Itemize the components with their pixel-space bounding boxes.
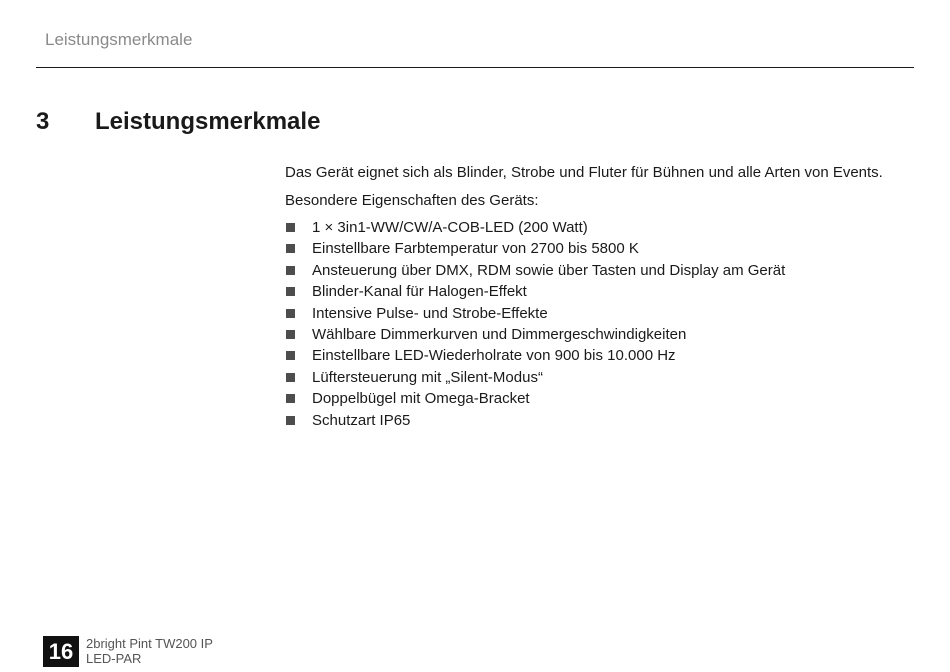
feature-text: Einstellbare Farbtemperatur von 2700 bis 5800 K [312, 240, 639, 258]
square-bullet-icon [286, 266, 295, 275]
list-item [285, 324, 905, 345]
list-item [285, 281, 905, 302]
feature-text: Einstellbare LED-Wiederholrate von 900 bis 10.000 Hz [312, 347, 676, 365]
list-item [285, 388, 905, 409]
list-item [285, 303, 905, 324]
features-lead: Besondere Eigenschaften des Geräts: [285, 192, 539, 209]
square-bullet-icon [286, 394, 295, 403]
square-bullet-icon [286, 373, 295, 382]
square-bullet-icon [286, 287, 295, 296]
intro-paragraph: Das Gerät eignet sich als Blinder, Strobe und Fluter für Bühnen und alle Arten von Events. [285, 164, 883, 181]
square-bullet-icon [286, 351, 295, 360]
chapter-title: Leistungsmerkmale [95, 108, 321, 135]
chapter-body [285, 162, 905, 431]
feature-text: Intensive Pulse- und Strobe-Effekte [312, 304, 548, 322]
feature-text: Blinder-Kanal für Halogen-Effekt [312, 283, 527, 301]
feature-text: Doppelbügel mit Omega-Bracket [312, 390, 530, 408]
square-bullet-icon [286, 330, 295, 339]
feature-list [285, 217, 905, 431]
feature-text: 1 × 3in1-WW/CW/A-COB-LED (200 Watt) [312, 219, 588, 236]
feature-text: Schutzart IP65 [312, 411, 411, 429]
list-item [285, 367, 905, 388]
list-item [285, 217, 905, 238]
footer-product-type: LED-PAR [86, 651, 142, 666]
chapter-number: 3 [36, 108, 50, 135]
list-item [285, 410, 905, 431]
list-item [285, 345, 905, 366]
footer-product-info [86, 636, 213, 666]
header-divider [36, 67, 914, 68]
footer-product-name: 2bright Pint TW200 IP [86, 636, 213, 651]
feature-text: Wählbare Dimmerkurven und Dimmergeschwindigkeiten [312, 325, 687, 343]
running-header: Leistungsmerkmale [45, 30, 193, 49]
square-bullet-icon [286, 244, 295, 253]
square-bullet-icon [286, 309, 295, 318]
feature-text: Ansteuerung über DMX, RDM sowie über Tasten und Display am Gerät [312, 261, 786, 279]
page-number: 16 [43, 636, 79, 667]
square-bullet-icon [286, 416, 295, 425]
feature-text: Lüftersteuerung mit „Silent-Modus“ [312, 368, 543, 386]
square-bullet-icon [286, 223, 295, 232]
list-item [285, 260, 905, 281]
list-item [285, 238, 905, 259]
